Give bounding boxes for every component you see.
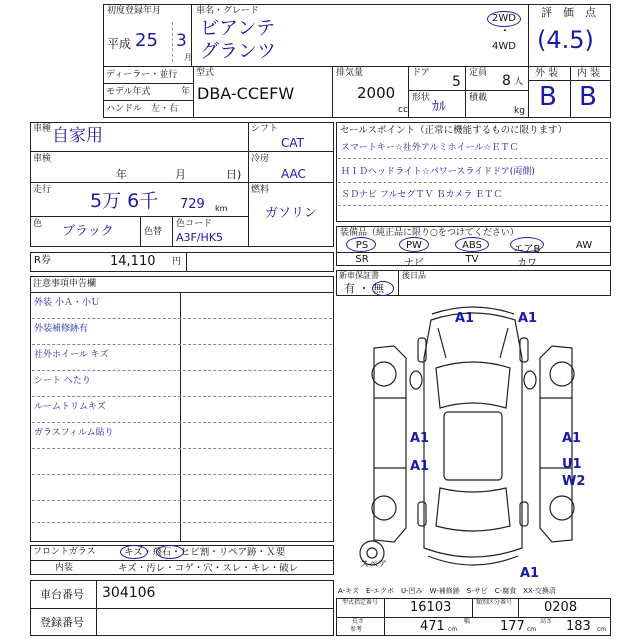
width-label: 幅 (464, 618, 471, 625)
interior-grade: B (579, 82, 597, 112)
damage-mark: A1 (410, 431, 430, 446)
equipment-label: 装備品（純正品に限り○をつけてください） (340, 228, 519, 238)
damage-mark: A1 (520, 566, 540, 581)
class-value: 0208 (544, 600, 578, 615)
sales-point-1: スマートキー☆社外アルミホイール☆ＥＴＣ (341, 143, 519, 153)
inspection-year-unit: 年 (116, 168, 127, 181)
shift-label: シフト (251, 124, 279, 134)
ac-value: AAC (281, 167, 306, 181)
model-year-label: モデル年式 (106, 87, 151, 97)
note-line-5: ルームトリムキズ (34, 402, 106, 412)
note-line-3: 社外ホイール キズ (34, 350, 109, 360)
vehicle-type-value: 自家用 (52, 126, 103, 146)
eval-score: (4.5) (537, 26, 594, 54)
width-unit: cm (527, 626, 537, 633)
kg-unit: kg (514, 106, 525, 116)
door-label: ドア (412, 68, 430, 78)
recycle-box (30, 252, 334, 272)
capacity-value: 8 (502, 73, 511, 89)
displacement-label: 排気量 (336, 68, 364, 78)
glass-chip-circle (156, 545, 184, 559)
interior-label: 内 装 (577, 68, 601, 79)
katashiki-cert-value: 16103 (410, 600, 452, 615)
recycle-label: R券 (34, 255, 51, 266)
equip-ps-circle (346, 237, 376, 252)
drive-dot: ・ (500, 26, 510, 37)
reg-label: 登録番号 (40, 616, 84, 629)
aftermarket-label: 後日品 (402, 271, 426, 280)
warranty-label: 新車保証書 (339, 271, 379, 280)
equip-leather: カワ (517, 258, 537, 269)
equip-airbag-circle (510, 237, 544, 252)
glass-value: キズ・飛石・ヒビ割・リペア跡・Ｘ要 (124, 547, 286, 558)
chassis-value: 304106 (102, 585, 156, 601)
length-unit: cm (448, 626, 458, 633)
equip-tv: TV (465, 254, 479, 265)
shape-value: ｶﾙ (432, 99, 446, 115)
drive-2wd: 2WD (492, 13, 516, 24)
sales-point-3: ＳＤナビ フルセグＴＶ Ｂカメラ ＥＴＣ (341, 190, 503, 200)
yen-unit: 円 (172, 257, 182, 267)
note-line-1: 外装 小Ａ・小Ｕ (34, 298, 100, 308)
notes-label: 注意事項申告欄 (33, 279, 97, 289)
warranty-value: 有 ・ 無 (344, 282, 384, 295)
spare-label: スペア (360, 560, 388, 570)
inspection-month-unit: 月 (175, 168, 186, 181)
month-unit: 月 (184, 53, 192, 62)
color-code-label: 色コード (176, 219, 213, 229)
ref-label: 参考 (350, 626, 363, 633)
load-label: 積載 (469, 93, 488, 103)
first-reg-year: 25 (135, 30, 158, 51)
fuel-value: ガソリン (265, 206, 318, 221)
damage-mark: U1 (562, 457, 582, 472)
shift-value: CAT (281, 136, 304, 150)
exterior-grade: B (539, 82, 557, 112)
note-line-6: ガラスフィルム貼り (34, 428, 114, 438)
handle-label: ハンドル 左・右 (106, 104, 179, 114)
equip-navi: ナビ (404, 258, 424, 269)
car-name: ビアンテ (200, 17, 276, 39)
equip-abs-circle (455, 237, 489, 252)
sales-points-label: セールスポイント（正常に機能するものに限ります） (340, 125, 568, 136)
damage-mark: A1 (562, 431, 582, 446)
doors-value: 5 (452, 74, 461, 90)
damage-mark: A1 (455, 311, 475, 326)
capacity-label: 定員 (469, 68, 488, 78)
sales-point-2: ＨＩＤヘッドライト☆パワースライドドア(両側) (341, 167, 535, 177)
equip-airbag: エアB (513, 244, 541, 255)
car-name-label: 車名・グレード (196, 6, 260, 16)
equip-pw: PW (406, 240, 422, 251)
vehicle-type-label: 車種 (33, 124, 52, 134)
repaint-label: 色替 (144, 227, 163, 237)
first-reg-label: 初度登録年月 (107, 6, 162, 16)
warranty-circle (372, 281, 394, 296)
dealer-label: ディーラー・並行 (106, 70, 178, 80)
equip-pw-circle (399, 237, 429, 252)
damage-mark: A1 (518, 311, 538, 326)
displacement-value: 2000 (357, 84, 396, 102)
first-reg-era: 平成 (107, 37, 132, 51)
capacity-unit: 人 (514, 77, 524, 87)
equip-sr: SR (355, 254, 369, 265)
equip-abs: ABS (462, 240, 482, 251)
equip-aw: AW (575, 240, 593, 251)
model-year-unit: 年 (181, 87, 191, 97)
car-grade: グランツ (200, 40, 277, 62)
mileage-label: 走行 (33, 185, 52, 195)
mileage-sub: 729 (180, 197, 205, 212)
drive-4wd: 4WD (492, 41, 516, 52)
first-reg-month: 3 (176, 31, 187, 51)
cc-unit: cc (398, 105, 408, 115)
katashiki-label: 型式 (196, 68, 215, 78)
height-label: 高さ (540, 618, 553, 625)
fuel-label: 燃料 (251, 185, 270, 195)
km-unit: km (215, 204, 228, 213)
interior-cond-label: 内装 (55, 563, 74, 573)
eval-label: 評 価 点 (541, 6, 596, 19)
width-value: 177 (500, 619, 525, 634)
color-code-value: A3F/HK5 (176, 231, 224, 244)
damage-mark: A1 (410, 459, 430, 474)
mileage-main: 5万 6千 (90, 190, 159, 212)
color-label: 色 (33, 219, 43, 229)
inspection-label: 車検 (33, 154, 52, 164)
katashiki-cert-label: 型式指定番号 (342, 599, 379, 606)
exterior-label: 外 装 (535, 68, 559, 79)
length-value: 471 (420, 619, 445, 634)
ac-label: 冷房 (251, 154, 270, 164)
height-value: 183 (566, 619, 591, 634)
note-line-2: 外装補修跡有 (34, 324, 89, 334)
recycle-value: 14,110 (110, 254, 156, 269)
color-value: ブラック (62, 224, 114, 239)
length-label: 長さ (352, 618, 365, 625)
class-label: 類別区分番号 (476, 599, 513, 606)
damage-legend: A-キズ E-エクボ U-凹み W-補修跡 S-サビ C-腐食 XX-交換済 (338, 587, 556, 595)
glass-scratch-circle (120, 545, 148, 559)
height-unit: cm (597, 626, 607, 633)
interior-cond-value: キズ・汚レ・コゲ・穴・スレ・キレ・破レ (118, 563, 299, 574)
chassis-label: 車台番号 (40, 588, 84, 601)
damage-mark: W2 (562, 474, 586, 489)
inspection-day-unit: 日) (226, 168, 242, 181)
note-line-4: シート へたり (34, 376, 91, 386)
katashiki-value: DBA-CCEFW (197, 84, 295, 103)
equip-ps: PS (355, 240, 369, 251)
glass-label: フロントガラス (33, 547, 96, 557)
shape-label: 形状 (412, 93, 431, 103)
